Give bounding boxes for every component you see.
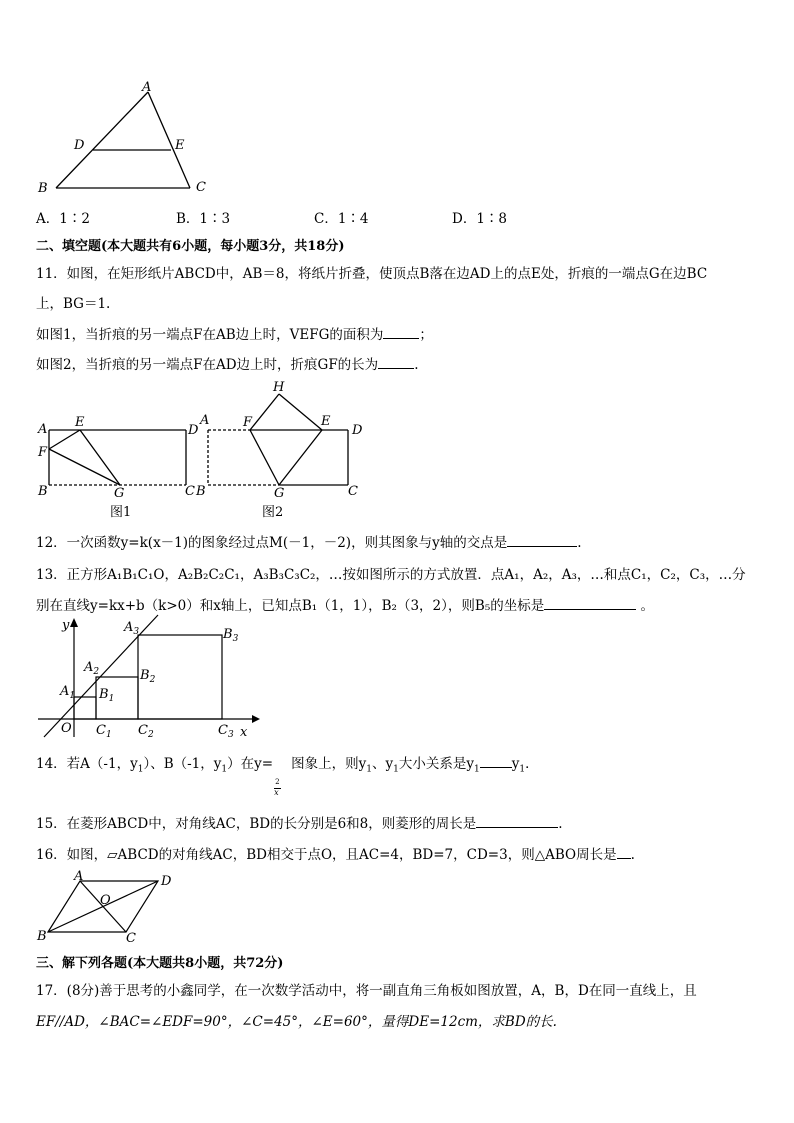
answer-blank bbox=[480, 755, 512, 768]
q16-text: 16．如图，▱ABCD的对角线AC，BD相交于点O，且AC=4，BD=7，CD=3，则△ABO周长是 bbox=[36, 847, 617, 863]
q14-sub: 1 bbox=[519, 764, 526, 775]
label-A: A bbox=[74, 870, 84, 884]
fig2-label-F: F bbox=[243, 415, 253, 430]
q14-sub: 1 bbox=[393, 764, 399, 775]
label-x: x bbox=[240, 725, 248, 738]
section-3-heading: 三、解下列各题(本大题共8小题，共72分) bbox=[36, 956, 284, 971]
q11-part2-end: . bbox=[414, 357, 419, 373]
fig2-label-H: H bbox=[273, 380, 285, 395]
q14-sub: 1 bbox=[137, 764, 144, 775]
q11-line2: 上，BG＝1. bbox=[36, 296, 111, 312]
fig2-label-E: E bbox=[321, 414, 331, 429]
fig2-label-D: D bbox=[352, 423, 363, 438]
label-C3: $C_3$ bbox=[218, 723, 234, 738]
label-C1: $C_1$ bbox=[96, 723, 112, 738]
fig1-label-F: F bbox=[38, 445, 48, 460]
section-2-heading: 二、填空题(本大题共有6小题，每小题3分，共18分) bbox=[36, 239, 345, 254]
q10-option-c: C．1∶4 bbox=[314, 211, 369, 227]
q12-text: 12．一次函数y=k(x－1)的图象经过点M(－1，－2)，则其图象与y轴的交点是 bbox=[36, 535, 508, 551]
q10-option-d: D．1∶8 bbox=[452, 211, 508, 227]
q14-sub: 1 bbox=[221, 764, 228, 775]
q14-part-j: 大小关系是y bbox=[398, 756, 474, 772]
triangle-figure bbox=[30, 78, 220, 198]
label-B: B bbox=[38, 181, 48, 196]
answer-blank bbox=[476, 815, 558, 828]
label-C: C bbox=[126, 931, 136, 945]
q11-part2-text: 如图2，当折痕的另一端点F在AD边上时，折痕GF的长为 bbox=[36, 357, 379, 373]
q13-line2 bbox=[36, 594, 654, 614]
q14-part-a: 14．若A（-1，y bbox=[36, 756, 138, 772]
label-A1: $A_1$ bbox=[60, 684, 76, 701]
label-B2: $B_2$ bbox=[140, 668, 156, 685]
answer-blank bbox=[383, 326, 419, 339]
q14-part-h: 、y bbox=[371, 756, 394, 772]
label-B: B bbox=[37, 929, 47, 944]
q13-figure bbox=[30, 613, 270, 738]
fig1-caption: 图1 bbox=[110, 505, 132, 520]
fig2-label-G: G bbox=[274, 486, 285, 501]
fraction-numerator: 2 bbox=[275, 778, 280, 786]
label-A2: $A_2$ bbox=[84, 660, 100, 677]
fig1-label-D: D bbox=[188, 423, 199, 438]
label-A: A bbox=[142, 80, 152, 95]
fig1-label-G: G bbox=[114, 486, 125, 501]
q11-line4 bbox=[36, 353, 418, 373]
label-O: O bbox=[61, 721, 72, 736]
q17-line1: 17．(8分)善于思考的小鑫同学，在一次数学活动中，将一副直角三角板如图放置，A，B，D在同一直线上，且 bbox=[36, 983, 697, 999]
q17-line2: EF//AD，∠BAC=∠EDF=90°，∠C=45°，∠E=60°，量得DE=12cm，求BD的长. bbox=[36, 1014, 557, 1030]
answer-blank bbox=[617, 846, 631, 859]
label-y: y bbox=[62, 618, 70, 633]
label-C2: $C_2$ bbox=[138, 723, 154, 738]
q14-line bbox=[36, 752, 539, 797]
fig1-label-B: B bbox=[38, 484, 48, 499]
q16-line bbox=[36, 843, 635, 863]
q14-part-n: ． bbox=[525, 756, 539, 772]
fig2-label-A: A bbox=[200, 413, 210, 428]
q14-part-c: ）、B（-1，y bbox=[143, 756, 222, 772]
q11-line3 bbox=[36, 323, 433, 343]
label-C: C bbox=[196, 180, 206, 195]
q16-figure bbox=[30, 870, 180, 945]
fig1-label-C: C bbox=[185, 484, 195, 499]
q15-end: . bbox=[558, 816, 563, 832]
q11-part1-end: ； bbox=[419, 327, 433, 343]
q12-line bbox=[36, 531, 582, 551]
q11-part1-text: 如图1，当折痕的另一端点F在AB边上时，VEFG的面积为 bbox=[36, 327, 384, 343]
answer-blank bbox=[544, 597, 636, 610]
q14-sub: 1 bbox=[473, 764, 480, 775]
fig1-label-A: A bbox=[38, 422, 48, 437]
fig1-label-E: E bbox=[75, 415, 85, 430]
answer-blank bbox=[507, 534, 577, 547]
q13-line2-text: 别在直线y=kx+b（k>0）和x轴上，已知点B₁（1，1），B₂（3，2），则B₅的坐标是 bbox=[36, 598, 545, 614]
fraction-denominator: x bbox=[274, 788, 279, 797]
fig2-label-C: C bbox=[348, 484, 358, 499]
q10-option-b: B．1∶3 bbox=[176, 211, 231, 227]
answer-blank bbox=[378, 356, 414, 369]
label-B1: $B_1$ bbox=[99, 687, 115, 704]
q14-sub: 1 bbox=[366, 764, 372, 775]
label-D: D bbox=[74, 138, 85, 153]
label-D: D bbox=[161, 874, 172, 889]
q15-line bbox=[36, 812, 563, 832]
label-B3: $B_3$ bbox=[223, 627, 239, 644]
q11-figures bbox=[30, 378, 370, 523]
label-A3: $A_3$ bbox=[124, 620, 140, 637]
q14-part-e: ）在y= bbox=[227, 756, 274, 772]
q13-line1: 13．正方形A₁B₁C₁O，A₂B₂C₂C₁，A₃B₃C₃C₂，…按如图所示的方式放置．点A₁，A₂，A₃，…和点C₁，C₂，C₃，…分 bbox=[36, 567, 746, 583]
q11-line1: 11．如图，在矩形纸片ABCD中，AB＝8，将纸片折叠，使顶点B落在边AD上的点E处，折痕的一端点G在边BC bbox=[36, 266, 708, 282]
q12-end: . bbox=[577, 535, 582, 551]
q14-part-l: y bbox=[511, 756, 520, 772]
q10-option-a: A．1∶2 bbox=[36, 211, 90, 227]
q13-line2-end: 。 bbox=[640, 598, 655, 614]
fig2-caption: 图2 bbox=[262, 505, 284, 520]
q16-end: . bbox=[630, 847, 635, 863]
fig2-label-B: B bbox=[196, 484, 206, 499]
q14-part-f: 图象上，则y bbox=[291, 756, 367, 772]
label-O: O bbox=[100, 893, 111, 908]
label-E: E bbox=[175, 138, 185, 153]
q15-text: 15．在菱形ABCD中，对角线AC，BD的长分别是6和8，则菱形的周长是 bbox=[36, 816, 477, 832]
